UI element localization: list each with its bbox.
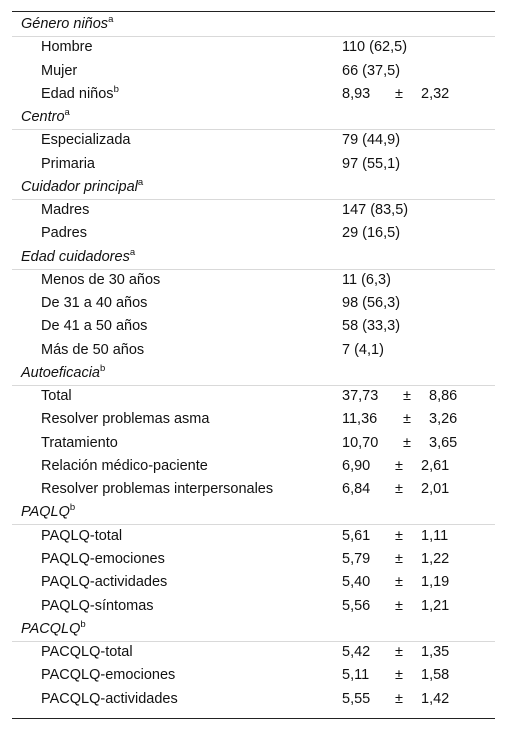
row-label [41,60,77,82]
row-label-text: Especializada [41,132,131,149]
section-title-text: Género niños [21,16,109,32]
row-label-text: Madres [41,202,90,219]
table-row [12,641,495,664]
row-plus-minus: ± [395,574,403,591]
row-sd: 1,58 [421,667,450,684]
table-row [12,595,495,618]
row-sd: 2,32 [421,85,450,102]
table-row [12,269,495,292]
row-sd: 3,65 [429,434,458,451]
row-label-text: Resolver problemas asma [41,411,210,428]
row-label-text: Edad niños [41,85,114,102]
row-sd: 1,22 [421,550,450,567]
row-sd: 1,35 [421,644,450,661]
section-row [12,176,495,200]
row-label-text: Resolver problemas interpersonales [41,481,274,498]
row-label [41,664,175,686]
row-label-text: De 31 a 40 años [41,295,148,312]
row-label [41,222,87,244]
section-title-superscript: b [80,618,86,630]
section-title [21,362,105,384]
row-sd: 1,11 [421,527,449,544]
row-mean: 10,70 [342,434,379,451]
row-label [41,292,147,314]
row-plus-minus: ± [395,690,403,707]
section-title-superscript: b [100,362,106,374]
section-title-text: PACQLQ [21,620,81,637]
row-label-text: PAQLQ-emociones [41,550,165,567]
row-label [41,688,178,710]
row-value: 79 (44,9) [342,132,401,149]
row-plus-minus: ± [395,527,403,544]
table-row [12,408,495,431]
row-mean: 5,11 [342,667,370,684]
section-title [21,501,75,523]
row-label-text: Hombre [41,39,93,56]
table-row [12,432,495,455]
row-label [41,385,72,407]
row-label-text: Más de 50 años [41,341,145,358]
section-title-text: Edad cuidadores [21,248,130,265]
row-mean: 5,79 [342,550,371,567]
row-label [41,525,122,547]
section-title [21,618,86,640]
row-sd: 2,01 [421,481,450,498]
section-title [21,106,70,128]
row-label-text: Mujer [41,62,78,79]
row-label-text: De 41 a 50 años [41,318,148,335]
row-label-text: PACQLQ-emociones [41,667,176,684]
table-row [12,385,495,408]
row-plus-minus: ± [395,85,403,102]
row-label-text: Padres [41,225,87,242]
section-row [12,501,495,525]
section-title-text: Centro [21,109,65,126]
row-label [41,432,118,454]
table-row [12,129,495,152]
section-title-text: Cuidador principal [21,178,138,195]
row-label-superscript: b [113,83,119,95]
section-title [21,176,143,198]
row-label [41,548,165,570]
row-mean: 5,55 [342,690,371,707]
section-row [12,362,495,386]
row-value: 58 (33,3) [342,318,401,335]
row-mean: 11,36 [342,411,378,428]
row-label-text: Menos de 30 años [41,271,161,288]
row-value: 147 (83,5) [342,202,409,219]
row-mean: 5,42 [342,644,371,661]
row-mean: 37,73 [342,388,379,405]
row-plus-minus: ± [403,434,411,451]
row-label [41,129,130,151]
row-mean: 5,40 [342,574,371,591]
row-mean: 5,56 [342,597,371,614]
row-label-text: Total [41,388,72,405]
row-value: 29 (16,5) [342,225,401,242]
section-title [21,246,135,268]
row-value: 7 (4,1) [342,341,384,358]
section-title-text: PAQLQ [21,504,70,521]
row-plus-minus: ± [395,457,403,474]
row-label [41,408,209,430]
row-value: 98 (56,3) [342,295,401,312]
section-row [12,618,495,642]
row-sd: 1,19 [421,574,450,591]
row-plus-minus: ± [395,597,403,614]
row-label-text: Tratamiento [41,434,118,451]
table-row [12,664,495,687]
row-label [41,199,89,221]
section-title-superscript: a [137,176,144,188]
row-sd: 1,21 [421,597,450,614]
section-title-superscript: a [108,14,114,25]
row-mean: 8,93 [342,85,371,102]
section-row [12,246,495,270]
descriptive-table [12,11,495,719]
section-title-superscript: b [69,502,76,514]
section-row [12,106,495,130]
row-label [41,315,147,337]
row-label [41,83,119,105]
row-mean: 5,61 [342,527,371,544]
row-label-text: Relación médico-paciente [41,457,208,474]
row-label [41,153,95,175]
row-value: 97 (55,1) [342,155,401,172]
row-plus-minus: ± [395,644,403,661]
table-row [12,688,495,711]
row-mean: 6,84 [342,481,371,498]
table-row [12,199,495,222]
row-label-text: PAQLQ-síntomas [41,597,154,614]
row-label [41,269,160,291]
table-row [12,525,495,548]
row-value: 66 (37,5) [342,62,401,79]
section-row [12,13,495,37]
row-value: 110 (62,5) [342,39,408,56]
table-row [12,222,495,245]
table-row [12,36,495,59]
table-row [12,478,495,501]
row-mean: 6,90 [342,457,371,474]
table-row [12,292,495,315]
row-label [41,571,167,593]
row-sd: 2,61 [421,457,450,474]
table-row [12,571,495,594]
row-sd: 8,86 [429,388,458,405]
section-title [21,13,113,35]
row-value: 11 (6,3) [342,271,391,288]
row-plus-minus: ± [395,481,403,498]
table-row [12,153,495,176]
row-label [41,641,133,663]
row-plus-minus: ± [403,411,411,428]
table-row [12,455,495,478]
row-label-text: Primaria [41,155,95,172]
row-plus-minus: ± [395,667,403,684]
table-row [12,548,495,571]
row-sd: 1,42 [421,690,450,707]
row-plus-minus: ± [403,388,411,405]
row-label-text: PAQLQ-total [41,527,123,544]
row-label [41,478,273,500]
table-row [12,339,495,362]
table-row [12,315,495,338]
section-title-superscript: a [129,246,136,258]
section-title-text: Autoeficacia [21,364,100,381]
row-sd: 3,26 [429,411,458,428]
row-label-text: PACQLQ-actividades [41,690,178,707]
table-row [12,83,495,106]
row-label-text: PAQLQ-actividades [41,574,168,591]
row-plus-minus: ± [395,550,403,567]
table-row [12,60,495,83]
row-label [41,595,154,617]
row-label [41,36,93,58]
row-label-text: PACQLQ-total [41,644,133,661]
section-title-superscript: a [64,107,70,119]
row-label [41,339,144,361]
row-label [41,455,208,477]
